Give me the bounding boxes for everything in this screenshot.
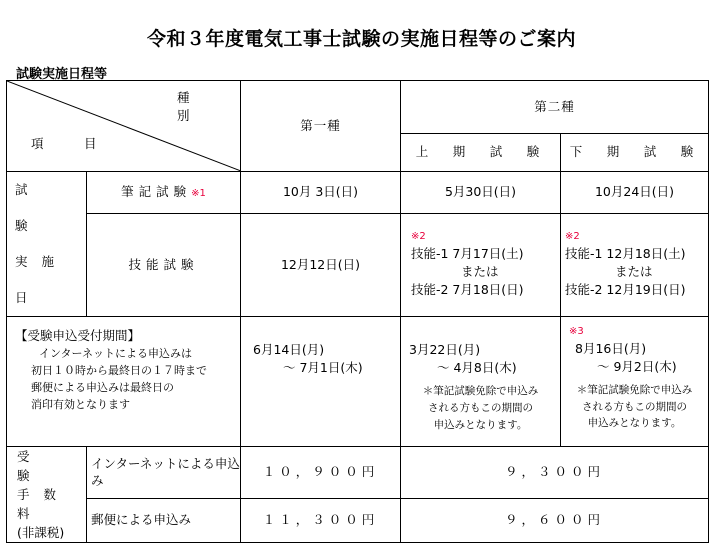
table-row	[7, 499, 709, 543]
page-title: 令和３年度電気工事士試験の実施日程等のご案内	[146, 28, 576, 50]
written-first-class: 10月 3日(日)	[241, 172, 401, 214]
table-row	[7, 172, 709, 214]
internet-application-label: インターネットによる申込み	[87, 447, 241, 499]
application-period-label: 【受験申込受付期間】 インターネットによる申込みは 初日１０時から最終日の１７時まで 郵便による申込みは最終日の 消印有効となります	[7, 317, 241, 447]
application-first-half: 3月22日(月) ～ 4月8日(木) ＊筆記試験免除で申込み される方もこの期間の 申込みとなります。	[401, 317, 561, 447]
table-row	[7, 317, 709, 447]
written-exam-label: 筆記試験※1	[87, 172, 241, 214]
first-half-header: 上 期 試 験	[401, 133, 561, 171]
type-label: 種 別	[177, 90, 231, 124]
header-corner-cell	[7, 81, 241, 172]
skill-first-half: ※2 技能-1 7月17日(土) または 技能-2 7月18日(日)	[401, 213, 561, 316]
fee-label: 受 験 手数料 (非課税)	[7, 447, 87, 543]
internet-fee-second-class: ９，３００円	[401, 447, 709, 499]
section-title: 試験実施日程等	[16, 67, 108, 82]
second-class-header: 第二種	[401, 81, 709, 134]
skill-exam-label: 技能試験	[87, 213, 241, 316]
postal-fee-second-class: ９，６００円	[401, 499, 709, 543]
postal-application-label: 郵便による申込み	[87, 499, 241, 543]
exam-days-label: 試 験 実施日	[7, 172, 87, 317]
skill-first-class: 12月12日(日)	[241, 213, 401, 316]
table-row	[7, 213, 709, 316]
written-second-half: 10月24日(日)	[561, 172, 709, 214]
note-mark: ※1	[191, 188, 206, 200]
skill-second-half: ※2 技能-1 12月18日(土) または 技能-2 12月19日(日)	[561, 213, 709, 316]
application-second-half: ※3 8月16日(月) ～ 9月2日(木) ＊筆記試験免除で申込み される方もこの期間の 申込みとなります。	[561, 317, 709, 447]
written-first-half: 5月30日(日)	[401, 172, 561, 214]
table-row	[7, 447, 709, 499]
postal-fee-first-class: １１，３００円	[241, 499, 401, 543]
internet-fee-first-class: １０，９００円	[241, 447, 401, 499]
first-class-header: 第一種	[241, 81, 401, 172]
schedule-table	[6, 80, 709, 543]
item-label: 項 目	[31, 136, 111, 151]
second-half-header: 下 期 試 験	[561, 133, 709, 171]
application-first-class: 6月14日(月) ～ 7月1日(木)	[241, 317, 401, 447]
